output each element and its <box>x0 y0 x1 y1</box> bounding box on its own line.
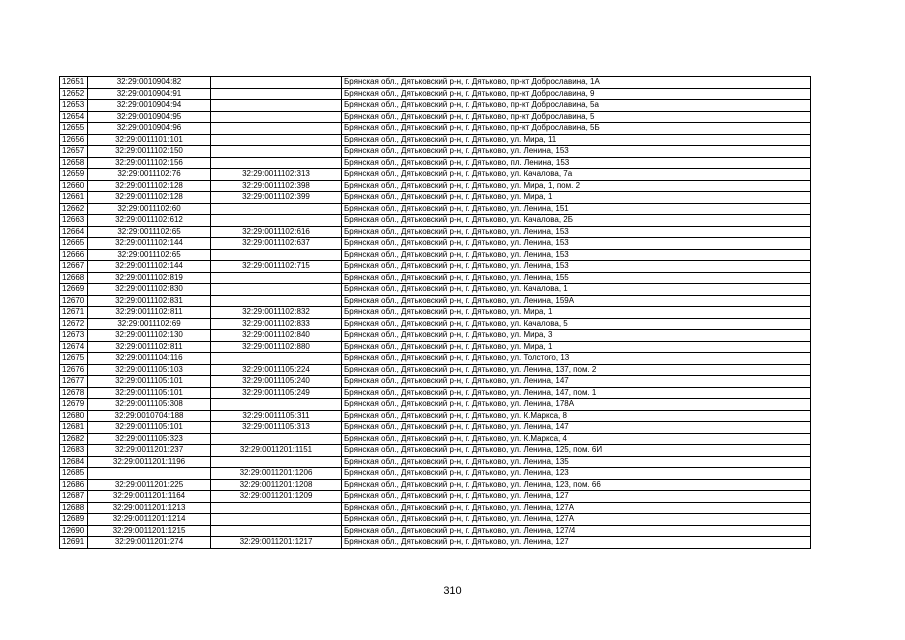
address-cell: Брянская обл., Дятьковский р-н, г. Дятьково, ул. Качалова, 2Б <box>342 215 811 227</box>
table-row <box>60 192 811 204</box>
table-row <box>60 422 811 434</box>
cadastral-number-cell: 32:29:0011201:1215 <box>88 525 211 537</box>
address-cell: Брянская обл., Дятьковский р-н, г. Дятьково, пл. Ленина, 153 <box>342 157 811 169</box>
cadastral-number-cell: 32:29:0011102:811 <box>88 341 211 353</box>
address-cell: Брянская обл., Дятьковский р-н, г. Дятьково, ул. Ленина, 151 <box>342 203 811 215</box>
parent-cadastral-number-cell <box>211 123 342 135</box>
table-row <box>60 284 811 296</box>
parent-cadastral-number-cell <box>211 525 342 537</box>
row-number-cell: 12687 <box>60 491 88 503</box>
address-cell: Брянская обл., Дятьковский р-н, г. Дятьково, пр-кт Доброславина, 1А <box>342 77 811 89</box>
row-number-cell: 12675 <box>60 353 88 365</box>
cadastral-number-cell: 32:29:0010904:96 <box>88 123 211 135</box>
address-cell: Брянская обл., Дятьковский р-н, г. Дятьково, ул. Ленина, 153 <box>342 238 811 250</box>
registry-table <box>59 76 811 549</box>
cadastral-number-cell: 32:29:0011102:128 <box>88 180 211 192</box>
address-cell: Брянская обл., Дятьковский р-н, г. Дятьково, ул. Ленина, 127А <box>342 502 811 514</box>
address-cell: Брянская обл., Дятьковский р-н, г. Дятьково, ул. Ленина, 153 <box>342 249 811 261</box>
address-cell: Брянская обл., Дятьковский р-н, г. Дятьково, ул. Ленина, 127/4 <box>342 525 811 537</box>
parent-cadastral-number-cell: 32:29:0011102:616 <box>211 226 342 238</box>
table-row <box>60 330 811 342</box>
address-cell: Брянская обл., Дятьковский р-н, г. Дятьково, ул. Ленина, 147 <box>342 376 811 388</box>
table-row <box>60 376 811 388</box>
address-cell: Брянская обл., Дятьковский р-н, г. Дятьково, пр-кт Доброславина, 5 <box>342 111 811 123</box>
parent-cadastral-number-cell: 32:29:0011105:311 <box>211 410 342 422</box>
address-cell: Брянская обл., Дятьковский р-н, г. Дятьково, ул. Ленина, 123, пом. 66 <box>342 479 811 491</box>
table-row <box>60 203 811 215</box>
cadastral-number-cell: 32:29:0011102:65 <box>88 226 211 238</box>
row-number-cell: 12691 <box>60 537 88 549</box>
address-cell: Брянская обл., Дятьковский р-н, г. Дятьково, ул. Мира, 1 <box>342 341 811 353</box>
address-cell: Брянская обл., Дятьковский р-н, г. Дятьково, ул. Ленина, 147 <box>342 422 811 434</box>
row-number-cell: 12654 <box>60 111 88 123</box>
parent-cadastral-number-cell: 32:29:0011201:1217 <box>211 537 342 549</box>
parent-cadastral-number-cell: 32:29:0011201:1151 <box>211 445 342 457</box>
parent-cadastral-number-cell <box>211 157 342 169</box>
cadastral-number-cell: 32:29:0011102:65 <box>88 249 211 261</box>
parent-cadastral-number-cell: 32:29:0011102:832 <box>211 307 342 319</box>
cadastral-number-cell: 32:29:0011105:103 <box>88 364 211 376</box>
address-cell: Брянская обл., Дятьковский р-н, г. Дятьково, ул. Ленина, 155 <box>342 272 811 284</box>
row-number-cell: 12689 <box>60 514 88 526</box>
row-number-cell: 12669 <box>60 284 88 296</box>
table-row <box>60 479 811 491</box>
parent-cadastral-number-cell: 32:29:0011201:1209 <box>211 491 342 503</box>
table-row <box>60 410 811 422</box>
parent-cadastral-number-cell: 32:29:0011102:840 <box>211 330 342 342</box>
cadastral-number-cell: 32:29:0011105:101 <box>88 422 211 434</box>
address-cell: Брянская обл., Дятьковский р-н, г. Дятьково, ул. Мира, 1, пом. 2 <box>342 180 811 192</box>
address-cell: Брянская обл., Дятьковский р-н, г. Дятьково, ул. Ленина, 147, пом. 1 <box>342 387 811 399</box>
address-cell: Брянская обл., Дятьковский р-н, г. Дятьково, ул. Толстого, 13 <box>342 353 811 365</box>
parent-cadastral-number-cell <box>211 284 342 296</box>
cadastral-number-cell: 32:29:0010904:95 <box>88 111 211 123</box>
cadastral-number-cell: 32:29:0010904:91 <box>88 88 211 100</box>
row-number-cell: 12659 <box>60 169 88 181</box>
row-number-cell: 12664 <box>60 226 88 238</box>
cadastral-number-cell: 32:29:0011105:308 <box>88 399 211 411</box>
parent-cadastral-number-cell: 32:29:0011105:313 <box>211 422 342 434</box>
row-number-cell: 12686 <box>60 479 88 491</box>
address-cell: Брянская обл., Дятьковский р-н, г. Дятьково, ул. Качалова, 5 <box>342 318 811 330</box>
row-number-cell: 12663 <box>60 215 88 227</box>
table-row <box>60 468 811 480</box>
cadastral-number-cell: 32:29:0011102:76 <box>88 169 211 181</box>
cadastral-number-cell <box>88 468 211 480</box>
table-row <box>60 445 811 457</box>
row-number-cell: 12662 <box>60 203 88 215</box>
table-row <box>60 169 811 181</box>
address-cell: Брянская обл., Дятьковский р-н, г. Дятьково, ул. Мира, 1 <box>342 307 811 319</box>
parent-cadastral-number-cell <box>211 514 342 526</box>
parent-cadastral-number-cell: 32:29:0011102:313 <box>211 169 342 181</box>
row-number-cell: 12673 <box>60 330 88 342</box>
cadastral-number-cell: 32:29:0011102:144 <box>88 261 211 273</box>
table-row <box>60 226 811 238</box>
address-cell: Брянская обл., Дятьковский р-н, г. Дятьково, ул. Ленина, 153 <box>342 146 811 158</box>
row-number-cell: 12681 <box>60 422 88 434</box>
table-row <box>60 353 811 365</box>
row-number-cell: 12655 <box>60 123 88 135</box>
row-number-cell: 12667 <box>60 261 88 273</box>
row-number-cell: 12688 <box>60 502 88 514</box>
cadastral-number-cell: 32:29:0011201:274 <box>88 537 211 549</box>
address-cell: Брянская обл., Дятьковский р-н, г. Дятьково, ул. Ленина, 123 <box>342 468 811 480</box>
cadastral-number-cell: 32:29:0011201:237 <box>88 445 211 457</box>
address-cell: Брянская обл., Дятьковский р-н, г. Дятьково, ул. Ленина, 137, пом. 2 <box>342 364 811 376</box>
parent-cadastral-number-cell <box>211 272 342 284</box>
row-number-cell: 12671 <box>60 307 88 319</box>
row-number-cell: 12656 <box>60 134 88 146</box>
cadastral-number-cell: 32:29:0011102:156 <box>88 157 211 169</box>
row-number-cell: 12666 <box>60 249 88 261</box>
row-number-cell: 12684 <box>60 456 88 468</box>
address-cell: Брянская обл., Дятьковский р-н, г. Дятьково, ул. К.Маркса, 4 <box>342 433 811 445</box>
table-row <box>60 272 811 284</box>
parent-cadastral-number-cell: 32:29:0011102:399 <box>211 192 342 204</box>
cadastral-number-cell: 32:29:0010904:94 <box>88 100 211 112</box>
row-number-cell: 12661 <box>60 192 88 204</box>
row-number-cell: 12680 <box>60 410 88 422</box>
parent-cadastral-number-cell <box>211 399 342 411</box>
parent-cadastral-number-cell: 32:29:0011105:240 <box>211 376 342 388</box>
row-number-cell: 12670 <box>60 295 88 307</box>
address-cell: Брянская обл., Дятьковский р-н, г. Дятьково, ул. Качалова, 7а <box>342 169 811 181</box>
row-number-cell: 12651 <box>60 77 88 89</box>
table-row <box>60 537 811 549</box>
parent-cadastral-number-cell <box>211 433 342 445</box>
row-number-cell: 12690 <box>60 525 88 537</box>
parent-cadastral-number-cell: 32:29:0011102:833 <box>211 318 342 330</box>
table-row <box>60 134 811 146</box>
row-number-cell: 12678 <box>60 387 88 399</box>
cadastral-number-cell: 32:29:0011102:830 <box>88 284 211 296</box>
address-cell: Брянская обл., Дятьковский р-н, г. Дятьково, ул. Качалова, 1 <box>342 284 811 296</box>
parent-cadastral-number-cell <box>211 134 342 146</box>
table-row <box>60 318 811 330</box>
cadastral-number-cell: 32:29:0011105:101 <box>88 387 211 399</box>
table-row <box>60 295 811 307</box>
cadastral-number-cell: 32:29:0011101:101 <box>88 134 211 146</box>
cadastral-number-cell: 32:29:0011102:819 <box>88 272 211 284</box>
cadastral-number-cell: 32:29:0011102:612 <box>88 215 211 227</box>
table-row <box>60 387 811 399</box>
address-cell: Брянская обл., Дятьковский р-н, г. Дятьково, ул. Ленина, 159А <box>342 295 811 307</box>
parent-cadastral-number-cell <box>211 77 342 89</box>
table-row <box>60 100 811 112</box>
parent-cadastral-number-cell: 32:29:0011105:224 <box>211 364 342 376</box>
parent-cadastral-number-cell: 32:29:0011102:715 <box>211 261 342 273</box>
parent-cadastral-number-cell <box>211 353 342 365</box>
address-cell: Брянская обл., Дятьковский р-н, г. Дятьково, ул. Мира, 1 <box>342 192 811 204</box>
address-cell: Брянская обл., Дятьковский р-н, г. Дятьково, ул. Мира, 11 <box>342 134 811 146</box>
address-cell: Брянская обл., Дятьковский р-н, г. Дятьково, ул. Ленина, 127А <box>342 514 811 526</box>
table-row <box>60 364 811 376</box>
table-row <box>60 261 811 273</box>
row-number-cell: 12653 <box>60 100 88 112</box>
address-cell: Брянская обл., Дятьковский р-н, г. Дятьково, ул. Ленина, 178А <box>342 399 811 411</box>
registry-table-body <box>60 77 811 549</box>
parent-cadastral-number-cell <box>211 215 342 227</box>
cadastral-number-cell: 32:29:0011201:1214 <box>88 514 211 526</box>
parent-cadastral-number-cell: 32:29:0011102:398 <box>211 180 342 192</box>
cadastral-number-cell: 32:29:0010704:188 <box>88 410 211 422</box>
parent-cadastral-number-cell <box>211 100 342 112</box>
parent-cadastral-number-cell <box>211 88 342 100</box>
table-row <box>60 146 811 158</box>
cadastral-number-cell: 32:29:0011201:1196 <box>88 456 211 468</box>
cadastral-number-cell: 32:29:0011102:69 <box>88 318 211 330</box>
cadastral-number-cell: 32:29:0011102:150 <box>88 146 211 158</box>
address-cell: Брянская обл., Дятьковский р-н, г. Дятьково, пр-кт Доброславина, 5Б <box>342 123 811 135</box>
cadastral-number-cell: 32:29:0011201:1164 <box>88 491 211 503</box>
address-cell: Брянская обл., Дятьковский р-н, г. Дятьково, ул. Ленина, 127 <box>342 537 811 549</box>
table-row <box>60 502 811 514</box>
table-row <box>60 180 811 192</box>
cadastral-number-cell: 32:29:0011102:130 <box>88 330 211 342</box>
row-number-cell: 12677 <box>60 376 88 388</box>
row-number-cell: 12672 <box>60 318 88 330</box>
row-number-cell: 12676 <box>60 364 88 376</box>
table-row <box>60 341 811 353</box>
address-cell: Брянская обл., Дятьковский р-н, г. Дятьково, ул. Ленина, 153 <box>342 261 811 273</box>
cadastral-number-cell: 32:29:0011104:116 <box>88 353 211 365</box>
table-row <box>60 514 811 526</box>
row-number-cell: 12668 <box>60 272 88 284</box>
address-cell: Брянская обл., Дятьковский р-н, г. Дятьково, ул. Мира, 3 <box>342 330 811 342</box>
address-cell: Брянская обл., Дятьковский р-н, г. Дятьково, ул. Ленина, 125, пом. 6И <box>342 445 811 457</box>
cadastral-number-cell: 32:29:0011102:60 <box>88 203 211 215</box>
table-row <box>60 456 811 468</box>
parent-cadastral-number-cell <box>211 111 342 123</box>
row-number-cell: 12658 <box>60 157 88 169</box>
address-cell: Брянская обл., Дятьковский р-н, г. Дятьково, пр-кт Доброславина, 5а <box>342 100 811 112</box>
address-cell: Брянская обл., Дятьковский р-н, г. Дятьково, ул. К.Маркса, 8 <box>342 410 811 422</box>
row-number-cell: 12652 <box>60 88 88 100</box>
cadastral-number-cell: 32:29:0011105:101 <box>88 376 211 388</box>
parent-cadastral-number-cell: 32:29:0011105:249 <box>211 387 342 399</box>
cadastral-number-cell: 32:29:0011201:1213 <box>88 502 211 514</box>
row-number-cell: 12660 <box>60 180 88 192</box>
address-cell: Брянская обл., Дятьковский р-н, г. Дятьково, ул. Ленина, 127 <box>342 491 811 503</box>
parent-cadastral-number-cell <box>211 456 342 468</box>
table-row <box>60 491 811 503</box>
cadastral-number-cell: 32:29:0011105:323 <box>88 433 211 445</box>
table-row <box>60 88 811 100</box>
address-cell: Брянская обл., Дятьковский р-н, г. Дятьково, пр-кт Доброславина, 9 <box>342 88 811 100</box>
row-number-cell: 12683 <box>60 445 88 457</box>
parent-cadastral-number-cell <box>211 502 342 514</box>
cadastral-number-cell: 32:29:0011102:811 <box>88 307 211 319</box>
table-row <box>60 525 811 537</box>
row-number-cell: 12665 <box>60 238 88 250</box>
row-number-cell: 12657 <box>60 146 88 158</box>
row-number-cell: 12679 <box>60 399 88 411</box>
page-number: 310 <box>443 585 462 597</box>
table-row <box>60 249 811 261</box>
address-cell: Брянская обл., Дятьковский р-н, г. Дятьково, ул. Ленина, 153 <box>342 226 811 238</box>
parent-cadastral-number-cell: 32:29:0011102:880 <box>211 341 342 353</box>
table-row <box>60 77 811 89</box>
parent-cadastral-number-cell: 32:29:0011201:1208 <box>211 479 342 491</box>
parent-cadastral-number-cell <box>211 249 342 261</box>
parent-cadastral-number-cell <box>211 295 342 307</box>
table-row <box>60 215 811 227</box>
row-number-cell: 12682 <box>60 433 88 445</box>
parent-cadastral-number-cell <box>211 203 342 215</box>
parent-cadastral-number-cell: 32:29:0011201:1206 <box>211 468 342 480</box>
table-row <box>60 157 811 169</box>
cadastral-number-cell: 32:29:0011201:225 <box>88 479 211 491</box>
table-row <box>60 399 811 411</box>
table-row <box>60 123 811 135</box>
table-row <box>60 433 811 445</box>
cadastral-number-cell: 32:29:0011102:128 <box>88 192 211 204</box>
cadastral-number-cell: 32:29:0011102:144 <box>88 238 211 250</box>
parent-cadastral-number-cell <box>211 146 342 158</box>
row-number-cell: 12674 <box>60 341 88 353</box>
parent-cadastral-number-cell: 32:29:0011102:637 <box>211 238 342 250</box>
cadastral-number-cell: 32:29:0011102:831 <box>88 295 211 307</box>
cadastral-number-cell: 32:29:0010904:82 <box>88 77 211 89</box>
address-cell: Брянская обл., Дятьковский р-н, г. Дятьково, ул. Ленина, 135 <box>342 456 811 468</box>
table-row <box>60 307 811 319</box>
table-row <box>60 238 811 250</box>
row-number-cell: 12685 <box>60 468 88 480</box>
table-row <box>60 111 811 123</box>
